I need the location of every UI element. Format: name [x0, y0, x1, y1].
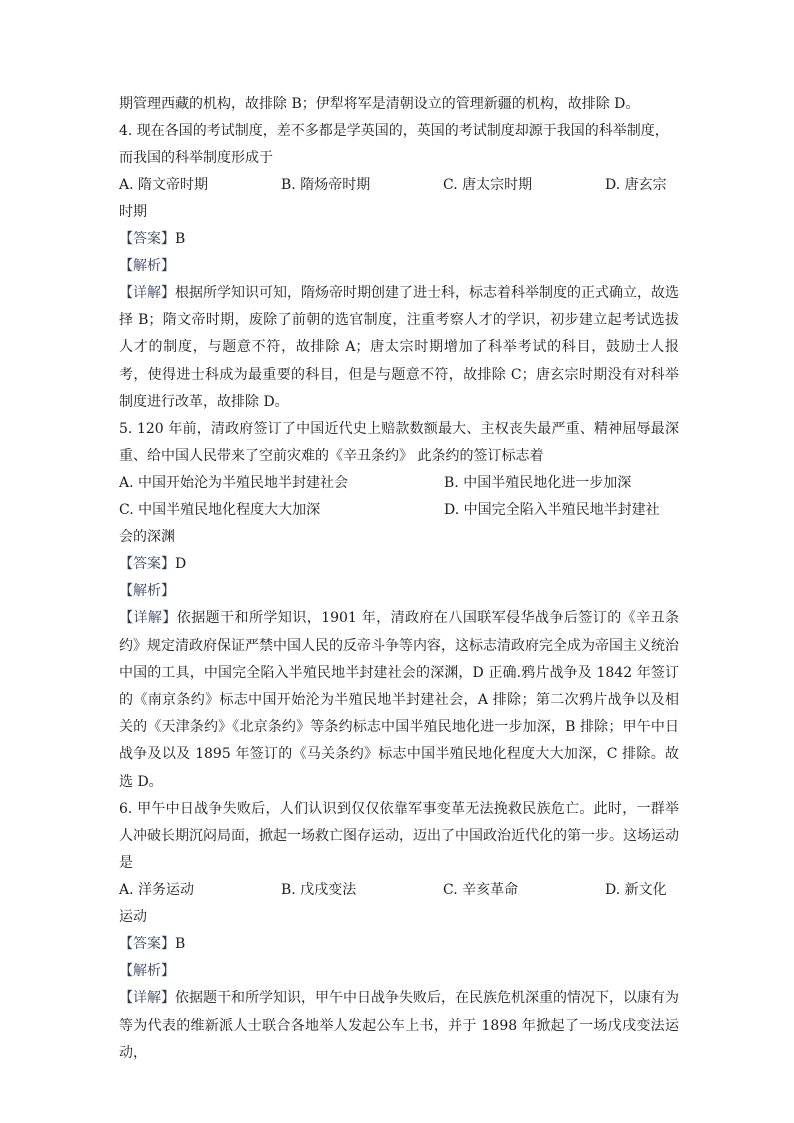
text-line: 期管理西藏的机构，故排除 B；伊犁将军是清朝设立的管理新疆的机构，故排除 D。 — [119, 96, 640, 112]
answer-tag: 【答案】 — [119, 936, 175, 953]
option-c: C. 唐太宗时期 — [443, 177, 533, 193]
question-4-stem: 4. 现在各国的考试制度，差不多都是学英国的，英国的考试制度却源于我国的科举制度， — [119, 123, 669, 139]
option-d-cont: 时期 — [119, 204, 147, 220]
option-c: C. 中国半殖民地化程度大大加深 — [119, 502, 321, 519]
answer-value: B — [175, 936, 186, 953]
detail-paragraph — [119, 985, 679, 1067]
detail-text: 依据题干和所学知识，1901 年，清政府在八国联军侵华战争后签订的《辛丑条约》规定清政府保证严禁中国人民的反帝斗争等内容，这标志清政府完全成为帝国主义统治中国的工具，中国完全陷入半殖民地半封建社会的深渊，D 正确.鸦片战争及 1842 年签订的《南京条约》标志中国开始沦为半殖民地半封建社会，A 排除；第二次鸦片战争以及相关的《天津条约》《北京条约》等条约标志中国半殖民地化进一步加深，B 排除；甲午中日战争及以及 1895 年签订的《马关条约》标志中国半殖民地化程度大大加深，C 排除。故选 D。 — [119, 610, 680, 790]
option-d-cont: 会的深渊 — [119, 529, 175, 546]
option-a: A. 洋务运动 — [119, 882, 195, 899]
detail-tag: 【详解】 — [119, 990, 175, 1007]
answer-line — [119, 931, 679, 958]
option-d-cont: 运动 — [119, 909, 147, 926]
answer-value: D — [175, 556, 187, 573]
document-page — [119, 91, 679, 1067]
option-b: B. 戊戌变法 — [281, 882, 357, 899]
answer-line — [119, 551, 679, 578]
question-6-stem: 6. 甲午中日战争失败后，人们认识到仅仅依靠军事变革无法挽救民族危亡。此时，一群举人冲破长期沉闷局面，掀起一场救亡图存运动，迈出了中国政治近代化的第一步。这场运动是 — [119, 800, 679, 872]
detail-text: 根据所学知识可知，隋炀帝时期创建了进士科，标志着科举制度的正式确立，故选择 B；隋文帝时期，废除了前朝的选官制度，注重考察人才的学识，初步建立起考试选拔人才的制度，与题意不符，故排除 A；唐太宗时期增加了科举考试的科目，鼓励士人报考，使得进士科成为最重要的科目，但是与题意不符，故排除 C；唐玄宗时期没有对科举制度进行改革，故排除 D。 — [119, 285, 679, 410]
option-c: C. 辛亥革命 — [443, 882, 519, 899]
option-d: D. 唐玄宗 — [605, 177, 667, 193]
question-5-options-row1 — [119, 470, 679, 497]
answer-tag: 【答案】 — [119, 231, 175, 247]
answer-line — [119, 226, 679, 253]
detail-paragraph — [119, 280, 679, 416]
question-4-options — [119, 172, 679, 199]
answer-value: B — [175, 231, 186, 247]
option-a: A. 隋文帝时期 — [119, 177, 209, 193]
answer-tag: 【答案】 — [119, 556, 175, 573]
detail-paragraph — [119, 605, 679, 795]
analysis-tag: 【解析】 — [119, 258, 175, 274]
option-a: A. 中国开始沦为半殖民地半封建社会 — [119, 475, 349, 492]
detail-tag: 【详解】 — [119, 610, 177, 627]
detail-text: 依据题干和所学知识，甲午中日战争失败后，在民族危机深重的情况下，以康有为等为代表的维新派人士联合各地举人发起公车上书，并于 1898 年掀起了一场戊戌变法运动， — [119, 990, 679, 1061]
option-b: B. 隋炀帝时期 — [281, 177, 371, 193]
detail-tag: 【详解】 — [119, 285, 175, 301]
option-d: D. 中国完全陷入半殖民地半封建社 — [444, 502, 660, 519]
question-5-options-row2 — [119, 497, 679, 524]
question-4-stem-cont: 而我国的科举制度形成于 — [119, 150, 273, 166]
analysis-tag: 【解析】 — [119, 583, 175, 600]
question-6-options — [119, 877, 679, 904]
analysis-tag: 【解析】 — [119, 963, 175, 980]
question-5-stem: 5. 120 年前，清政府签订了中国近代史上赔款数额最大、主权丧失最严重、精神屈辱最深重、给中国人民带来了空前灾难的《辛丑条约》 此条约的签订标志着 — [119, 421, 679, 465]
option-d: D. 新文化 — [605, 882, 667, 899]
option-b: B. 中国半殖民地化进一步加深 — [444, 475, 632, 492]
